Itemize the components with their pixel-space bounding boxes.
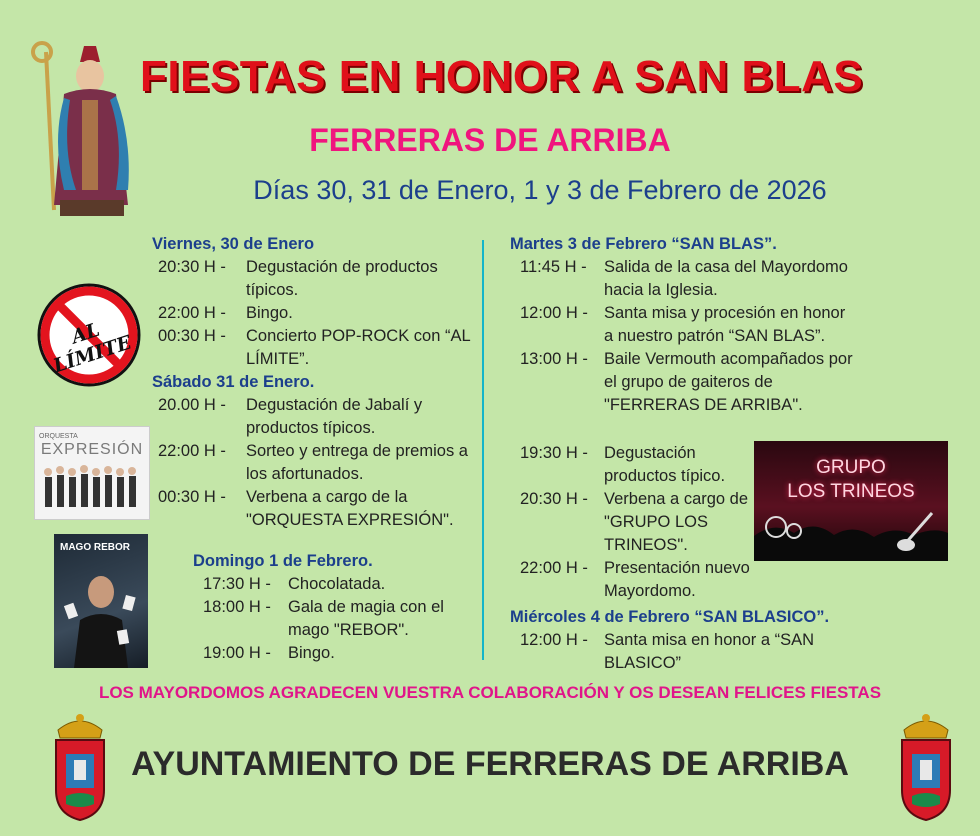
event-time: 18:00 H - — [203, 598, 271, 616]
trineos-line-1: GRUPO — [816, 457, 886, 478]
event-item — [520, 256, 855, 302]
event-desc: Verbena a cargo de la "ORQUESTA EXPRESIÓN". — [246, 488, 454, 529]
day-heading-saturday: Sábado 31 de Enero. — [152, 373, 315, 391]
event-desc: Verbena a cargo de "GRUPO LOS TRINEOS". — [604, 490, 749, 554]
event-item — [520, 488, 750, 557]
event-desc: Baile Vermouth acompañados por el grupo de gaiteros de "FERRERAS DE ARRIBA". — [604, 350, 853, 414]
event-time: 20:30 H - — [520, 490, 588, 508]
event-desc: Presentación nuevo Mayordomo. — [604, 559, 750, 600]
trineos-line-2: LOS TRINEOS — [787, 481, 915, 502]
mago-rebor-poster — [54, 534, 148, 668]
event-time: 00:30 H - — [158, 327, 226, 345]
schedule-wednesday — [510, 606, 890, 675]
event-item — [158, 302, 477, 325]
event-desc: Concierto POP-ROCK con “AL LÍMITE”. — [246, 327, 471, 368]
event-time: 11:45 H - — [520, 258, 587, 276]
schedule-sunday — [193, 550, 478, 665]
schedule-tuesday-evening — [520, 442, 750, 603]
event-item — [203, 642, 478, 665]
event-item — [158, 394, 477, 440]
footer-thanks: LOS MAYORDOMOS AGRADECEN VUESTRA COLABORACIÓN Y OS DESEAN FELICES FIESTAS — [98, 683, 882, 702]
al-limite-logo-text: AL LÍMITE — [50, 318, 135, 378]
event-item — [520, 629, 890, 675]
schedule-right-column — [510, 233, 855, 417]
event-desc: Salida de la casa del Mayordomo hacia la Iglesia. — [604, 258, 848, 299]
event-desc: Bingo. — [288, 644, 335, 662]
orquesta-expresion-image — [34, 426, 150, 520]
coat-of-arms-right — [896, 710, 956, 822]
event-time: 17:30 H - — [203, 575, 271, 593]
event-time: 12:00 H - — [520, 304, 588, 322]
grupo-los-trineos-image — [754, 441, 948, 561]
event-desc: Gala de magia con el mago "REBOR". — [288, 598, 444, 639]
event-item — [203, 573, 478, 596]
al-limite-logo — [34, 280, 144, 390]
column-divider — [482, 240, 484, 660]
event-item — [158, 256, 477, 302]
page-title: FIESTAS EN HONOR A SAN BLAS — [140, 52, 864, 101]
day-heading-friday: Viernes, 30 de Enero — [152, 235, 315, 253]
event-item — [520, 348, 855, 417]
event-time: 22:00 H - — [158, 442, 226, 460]
page-subtitle: FERRERAS DE ARRIBA — [309, 122, 671, 158]
event-time: 20.00 H - — [158, 396, 226, 414]
event-time: 19:30 H - — [520, 444, 588, 462]
event-item — [520, 442, 750, 488]
event-item — [520, 302, 855, 348]
mago-rebor-title: MAGO REBOR — [60, 542, 130, 553]
day-heading-wednesday: Miércoles 4 de Febrero “SAN BLASICO”. — [510, 608, 830, 626]
footer-organizer: AYUNTAMIENTO DE FERRERAS DE ARRIBA — [131, 745, 849, 783]
event-desc: Santa misa y procesión en honor a nuestro patrón “SAN BLAS”. — [604, 304, 846, 345]
event-item — [520, 557, 750, 603]
event-desc: Chocolatada. — [288, 575, 386, 593]
event-time: 13:00 H - — [520, 350, 588, 368]
day-heading-tuesday: Martes 3 de Febrero “SAN BLAS”. — [510, 235, 777, 253]
coat-of-arms-left — [50, 710, 110, 822]
event-item — [203, 596, 478, 642]
event-desc: Degustación de Jabalí y productos típicos. — [246, 396, 423, 437]
event-time: 20:30 H - — [158, 258, 226, 276]
event-time: 00:30 H - — [158, 488, 226, 506]
event-desc: Bingo. — [246, 304, 293, 322]
event-item — [158, 325, 477, 371]
event-item — [158, 486, 477, 532]
event-item — [158, 440, 477, 486]
expresion-title: EXPRESIÓN — [40, 441, 144, 458]
event-desc: Santa misa en honor a “SAN BLASICO” — [604, 631, 815, 672]
schedule-left-column — [152, 233, 477, 532]
event-time: 22:00 H - — [158, 304, 226, 322]
event-desc: Degustación de productos típicos. — [246, 258, 438, 299]
orquesta-label: ORQUESTA — [39, 433, 78, 440]
festival-dates: Días 30, 31 de Enero, 1 y 3 de Febrero de 2026 — [253, 175, 827, 205]
event-time: 22:00 H - — [520, 559, 588, 577]
event-time: 19:00 H - — [203, 644, 271, 662]
event-desc: Degustación productos típico. — [604, 444, 726, 485]
day-heading-sunday: Domingo 1 de Febrero. — [193, 552, 373, 570]
event-time: 12:00 H - — [520, 631, 588, 649]
event-desc: Sorteo y entrega de premios a los afortunados. — [246, 442, 468, 483]
